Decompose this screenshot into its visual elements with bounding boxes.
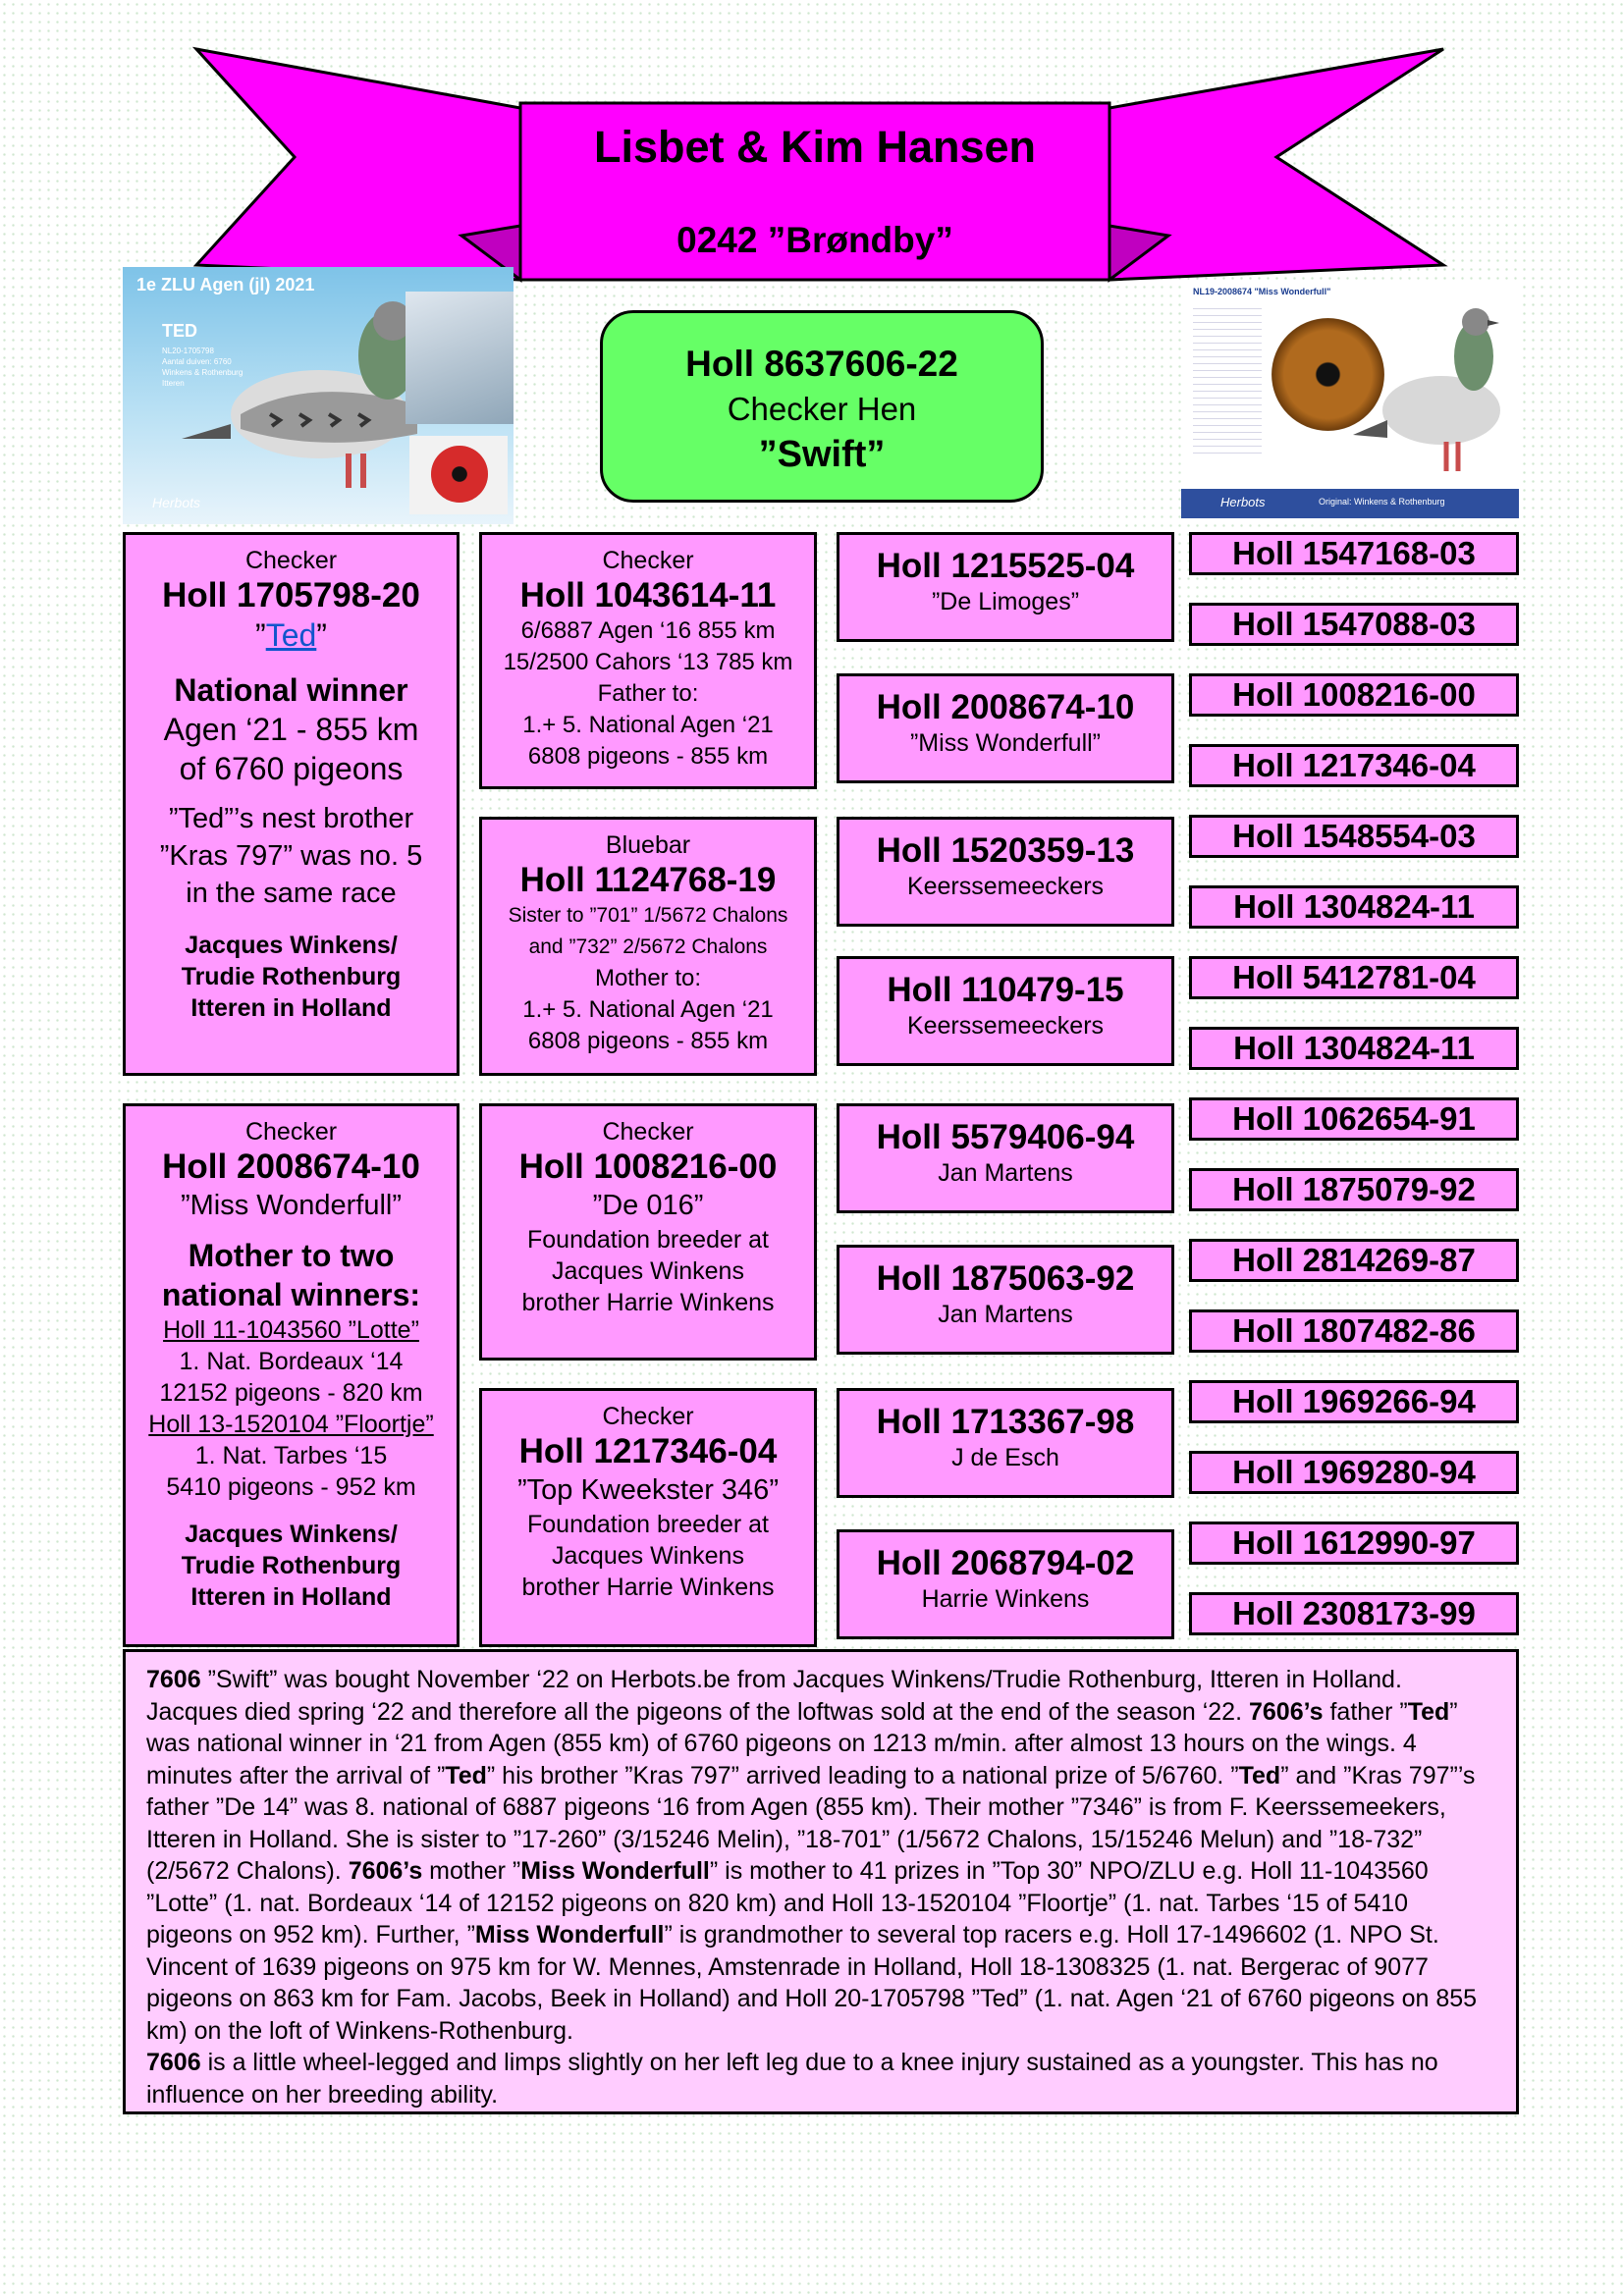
great-grandparent-note: Jan Martens [938,1301,1073,1328]
grandparent-ring: Holl 1008216-00 [518,1148,778,1186]
great-grandparent-box [837,1529,1174,1639]
dam-color: Checker [244,1118,338,1146]
handler-photo [406,292,514,424]
ggg-ring: Holl 5412781-04 [1232,959,1476,995]
grandparent-box-4 [479,1388,817,1647]
dam-breeder-2: Trudie Rothenburg [181,1552,402,1579]
ggg-box [1189,1309,1519,1353]
grandparent-color: Checker [602,1118,694,1146]
grandparent-line: Father to: [597,680,699,707]
great-grandparent-box [837,956,1174,1066]
ggg-ring: Holl 1547088-03 [1232,606,1476,642]
subject-color: Checker Hen [727,391,917,427]
sire-achievement-1: National winner [174,672,408,708]
grandparent-box-3 [479,1103,817,1361]
description-run: father ” [1323,1697,1408,1726]
sire-note-2: ”Kras 797” was no. 5 [159,840,423,872]
ggg-box [1189,1380,1519,1423]
dam-child-1-result-1: 1. Nat. Bordeaux ‘14 [179,1348,404,1375]
great-grandparent-box [837,1103,1174,1213]
sire-color: Checker [244,547,338,574]
ggg-ring: Holl 1548554-03 [1232,818,1476,854]
ggg-ring: Holl 1875079-92 [1232,1171,1476,1207]
great-grandparent-box [837,1245,1174,1355]
sire-note-1: ”Ted”’s nest brother [168,803,414,834]
photo-footer-text: Original: Winkens & Rothenburg [1319,497,1445,507]
great-grandparent-ring: Holl 5579406-94 [876,1118,1135,1156]
photo-caption: NL20-1705798 Aantal duiven: 6760 Winkens & Rothenburg Itteren [162,347,243,388]
ggg-box [1189,1027,1519,1070]
great-grandparent-note: ”Miss Wonderfull” [909,729,1102,757]
ggg-box [1189,1451,1519,1494]
great-grandparent-ring: Holl 2068794-02 [876,1544,1135,1582]
description-bold-run: Miss Wonderfull [474,1921,665,1949]
subject-box [600,310,1044,503]
ggg-ring: Holl 1612990-97 [1232,1524,1476,1561]
ggg-ring: Holl 2308173-99 [1232,1595,1476,1631]
pigeon-illustration [1181,283,1519,518]
great-grandparent-note: ”De Limoges” [931,588,1080,615]
great-grandparent-ring: Holl 1520359-13 [876,831,1135,870]
description-run: ” is grandmother to several top racers e.g. Holl 17-1496602 (1. NPO St. Vincent of 1639 pigeons on 975 km for W. Mennes, Amstenrade in Holland, Holl 18-1308325 (1. nat. Bergerac of 9077 pigeons on 863 km for Fam. Jacobs, Beek in Holland) and Holl 20-1705798 ”Ted” (1. nat. Agen ‘21 of 6760 pigeons on 855 km) on the loft of Winkens-Rothenburg. [146,1921,1478,2045]
photo-header: 1e ZLU Agen (jl) 2021 [136,275,315,294]
grandparent-color: Checker [602,1403,694,1430]
breeder-name: Lisbet & Kim Hansen [593,122,1037,172]
great-grandparent-note: Harrie Winkens [921,1585,1090,1613]
ggg-box [1189,673,1519,717]
eye-photo [409,436,508,514]
great-grandparent-box [837,817,1174,927]
dam-breeder-3: Itteren in Holland [190,1583,392,1611]
description-run: is a little wheel-legged and limps slightly on her left leg due to a knee injury sustained as a youngster. This has no influence on her breeding ability. [146,2049,1438,2109]
grandparent-box-2 [479,817,817,1076]
herbots-logo: Herbots [1220,495,1266,509]
grandparent-line: 6808 pigeons - 855 km [527,1028,769,1054]
ggg-ring: Holl 1807482-86 [1232,1312,1476,1349]
description-paragraph-1 [146,1664,1496,2047]
grandparent-name: ”Top Kweekster 346” [517,1474,779,1506]
sire-achievement-3: of 6760 pigeons [179,751,404,786]
description-run: ” his brother ”Kras 797” arrived leading to a national prize of 5/6760. ” [486,1761,1239,1789]
description-bold-run: Ted [445,1761,487,1789]
great-grandparent-box [837,532,1174,642]
great-grandparent-ring: Holl 2008674-10 [876,688,1135,726]
ggg-box [1189,744,1519,787]
great-grandparent-note: J de Esch [951,1444,1059,1471]
sire-photo [123,267,514,524]
grandparent-line: brother Harrie Winkens [521,1574,775,1601]
ggg-ring: Holl 1969266-94 [1232,1383,1476,1419]
description-bold-run: 7606’s [348,1857,423,1885]
ggg-box [1189,532,1519,575]
grandparent-color: Checker [602,547,694,574]
great-grandparent-box [837,673,1174,783]
sire-name: ”Ted” [255,617,327,653]
dam-child-2: Holl 13-1520104 ”Floortje” [148,1411,434,1438]
great-grandparent-note: Keerssemeeckers [906,1012,1105,1040]
sire-achievement-2: Agen ‘21 - 855 km [163,712,419,747]
grandparent-line: Foundation breeder at [526,1226,769,1254]
great-grandparent-ring: Holl 110479-15 [887,971,1124,1009]
sire-ring: Holl 1705798-20 [162,576,420,614]
dam-name: ”Miss Wonderfull” [180,1190,403,1221]
ggg-box [1189,815,1519,858]
grandparent-line: and ”732” 2/5672 Chalons [528,935,768,958]
ggg-box [1189,1239,1519,1282]
dam-child-2-result-2: 5410 pigeons - 952 km [166,1473,416,1501]
sire-box [123,532,460,1076]
grandparent-name: ”De 016” [592,1190,704,1221]
ggg-box [1189,885,1519,929]
photo-bird-name: TED [162,321,197,341]
ggg-box [1189,1522,1519,1565]
grandparent-line: brother Harrie Winkens [521,1289,775,1316]
description-run: mother ” [422,1857,521,1885]
great-grandparent-note: Keerssemeeckers [906,873,1105,900]
photo-header: NL19-2008674 "Miss Wonderfull" [1193,287,1331,296]
grandparent-line: 1.+ 5. National Agen ‘21 [522,996,774,1023]
ggg-ring: Holl 1304824-11 [1233,1030,1475,1066]
ggg-box [1189,1097,1519,1141]
grandparent-line: 15/2500 Cahors ‘13 785 km [503,649,793,675]
ggg-ring: Holl 2814269-87 [1232,1242,1476,1278]
great-grandparent-note: Jan Martens [938,1159,1073,1187]
description-bold-run: 7606 [146,2049,201,2076]
sire-note-3: in the same race [186,878,397,909]
dam-child-2-result-1: 1. Nat. Tarbes ‘15 [194,1442,388,1469]
description-box [123,1649,1519,2114]
photo-footer-bar [1181,489,1519,518]
description-bold-run: Ted [1407,1697,1450,1726]
grandparent-color: Bluebar [605,831,691,859]
banner-right-tail [1109,49,1443,280]
ggg-ring: Holl 1969280-94 [1232,1454,1476,1490]
sire-breeder-3: Itteren in Holland [190,994,392,1022]
ggg-ring: Holl 1062654-91 [1232,1100,1476,1137]
great-grandparent-ring: Holl 1875063-92 [876,1259,1135,1298]
grandparent-ring: Holl 1217346-04 [518,1432,778,1470]
dam-child-1-result-2: 12152 pigeons - 820 km [159,1379,423,1407]
ggg-box [1189,603,1519,646]
description-bold-run: 7606’s [1248,1697,1324,1726]
grandparent-line: 6/6887 Agen ‘16 855 km [520,617,776,644]
grandparent-line: 6808 pigeons - 855 km [527,743,769,770]
description-bold-run: Ted [1238,1761,1281,1789]
dam-achievement-2: national winners: [161,1277,421,1312]
ggg-box [1189,956,1519,999]
great-grandparent-ring: Holl 1713367-98 [876,1403,1135,1441]
loft-name: 0242 ”Brøndby” [676,220,953,260]
grandparent-line: Mother to: [594,965,702,991]
ggg-ring: Holl 1217346-04 [1232,747,1476,783]
ggg-ring: Holl 1008216-00 [1232,676,1476,713]
sire-breeder-2: Trudie Rothenburg [181,963,402,990]
grandparent-line: 1.+ 5. National Agen ‘21 [522,712,774,738]
great-grandparent-ring: Holl 1215525-04 [876,547,1135,585]
sire-breeder-1: Jacques Winkens/ [185,932,398,959]
dam-ring: Holl 2008674-10 [162,1148,420,1186]
dam-child-1: Holl 11-1043560 ”Lotte” [163,1316,419,1344]
grandparent-line: Jacques Winkens [552,1542,744,1570]
ggg-ring: Holl 1304824-11 [1233,888,1475,925]
description-bold-run: Miss Wonderfull [520,1857,710,1885]
grandparent-ring: Holl 1043614-11 [519,576,777,614]
dam-achievement-1: Mother to two [188,1238,395,1273]
subject-ring: Holl 8637606-22 [685,344,958,384]
banner-left-tail [196,49,520,280]
ggg-ring: Holl 1547168-03 [1232,535,1476,571]
dam-box [123,1103,460,1647]
description-bold-run: 7606 [146,1666,201,1693]
dam-photo [1181,283,1519,518]
description-run: ” is mother to 41 prizes in ”Top 30” NPO/ZLU e.g. Holl 11-1043560 ”Lotte” (1. nat. Bordeaux ‘14 of 12152 pigeons on 820 km) and Holl 13-1520104 ”Floortje” (1. nat. Tarbes ‘15 of 5410 pigeons on 952 km). Further, ” [146,1857,1429,1949]
dam-breeder-1: Jacques Winkens/ [185,1521,398,1548]
great-grandparent-box [837,1388,1174,1498]
ggg-box [1189,1168,1519,1211]
description-paragraph-2 [146,2047,1496,2110]
description-run: ” was national winner in ‘21 from Agen (855 km) of 6760 pigeons on 1213 m/min. after almost 13 hours on the wings. 4 minutes after the arrival of ” [146,1697,1458,1789]
subject-name: ”Swift” [758,434,886,475]
grandparent-line: Foundation breeder at [526,1511,769,1538]
grandparent-line: Jacques Winkens [552,1257,744,1285]
grandparent-box-1 [479,532,817,789]
grandparent-line: Sister to ”701” 1/5672 Chalons [508,904,788,927]
sire-name-link[interactable]: Ted [265,617,317,653]
description-run: ” and ”Kras 797”’s father ”De 14” was 8. national of 6887 pigeons ‘16 from Agen (855 km). Their mother ”7346” is from F. Keerssemeekers, Itteren in Holland. She is sister to ”17-260” (3/15246 Melin), ”18-701” (1/5672 Chalons, 15/15246 Melun) and ”18-732” (2/5672 Chalons). [146,1761,1476,1885]
description-run: ”Swift” was bought November ‘22 on Herbots.be from Jacques Winkens/Trudie Rothenburg, Itteren in Holland. Jacques died spring ‘22 and therefore all the pigeons of the loftwas sold at the end of the season ‘22. [146,1666,1402,1726]
ggg-box [1189,1592,1519,1635]
herbots-logo: Herbots [152,495,201,510]
grandparent-ring: Holl 1124768-19 [519,861,777,899]
